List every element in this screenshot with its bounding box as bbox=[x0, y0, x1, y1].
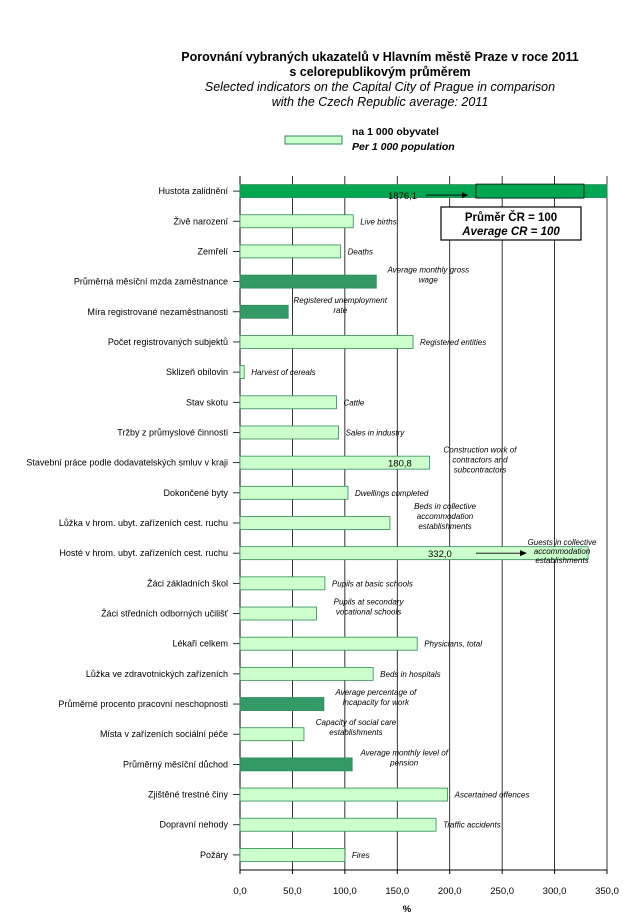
category-label: Počet registrovaných subjektů bbox=[107, 336, 228, 347]
bar bbox=[240, 396, 336, 409]
category-label: Hosté v hrom. ubyt. zařízeních cest. ruchu bbox=[59, 548, 228, 559]
english-label: Registered entities bbox=[420, 337, 487, 347]
x-tick-label: 100,0 bbox=[332, 886, 357, 897]
category-label: Dopravní nehody bbox=[159, 819, 228, 830]
title-cs-line2: s celorepublikovým průměrem bbox=[289, 65, 471, 79]
category-label: Požáry bbox=[199, 849, 228, 860]
category-label: Dokončené byty bbox=[163, 487, 228, 498]
title-en-line1: Selected indicators on the Capital City of Prague in comparison bbox=[204, 80, 556, 94]
english-label: Dwellings completed bbox=[355, 488, 429, 498]
x-tick-label: 250,0 bbox=[490, 886, 515, 897]
english-label: Ascertained offences bbox=[454, 790, 530, 800]
category-label: Sklizeň obilovin bbox=[165, 367, 228, 378]
x-tick-labels bbox=[233, 886, 619, 897]
english-label: Capacity of social care bbox=[315, 718, 397, 728]
english-label: Pupils at basic schools bbox=[331, 579, 413, 589]
english-label: Average percentage of bbox=[335, 688, 417, 698]
x-tick-label: 50,0 bbox=[283, 886, 302, 897]
legend-label-cs: na 1 000 obyvatel bbox=[352, 126, 439, 138]
english-label: Average monthly level of bbox=[360, 748, 448, 758]
english-label: Live births bbox=[360, 217, 397, 227]
english-label: Beds in collective bbox=[414, 502, 476, 511]
bar bbox=[240, 667, 373, 680]
english-label: subcontractors bbox=[453, 465, 507, 475]
english-label: establishments bbox=[329, 728, 383, 738]
english-label: Cattle bbox=[343, 398, 365, 408]
category-label: Průměrná měsíční mzda zaměstnance bbox=[73, 276, 228, 287]
category-label: Průměrné procento pracovní neschopnosti bbox=[58, 699, 228, 710]
category-label: Místa v zařízeních sociální péče bbox=[99, 729, 228, 740]
x-tick-label: 150,0 bbox=[385, 886, 410, 897]
category-label: Míra registrované nezaměstnanosti bbox=[87, 306, 228, 317]
english-label: Physicians, total bbox=[424, 639, 483, 649]
value-label: 332,0 bbox=[428, 549, 452, 561]
category-labels bbox=[26, 186, 228, 860]
bar bbox=[240, 215, 353, 228]
value-label: 180,8 bbox=[388, 458, 412, 470]
bar bbox=[240, 275, 376, 288]
english-label: Average monthly gross bbox=[387, 265, 470, 275]
category-label: Stavební práce podle dodavatelských smluv v kraji bbox=[26, 457, 228, 468]
x-tick-label: 0,0 bbox=[233, 886, 247, 897]
bar bbox=[240, 577, 325, 590]
bar bbox=[240, 517, 390, 530]
category-label: Žáci základních škol bbox=[146, 578, 228, 589]
x-tick-label: 350,0 bbox=[595, 886, 619, 897]
category-label: Průměrný měsíční důchod bbox=[122, 759, 228, 770]
bar bbox=[240, 788, 448, 801]
bar bbox=[240, 426, 339, 439]
category-label: Tržby z průmyslové činnosti bbox=[117, 427, 228, 438]
english-label: accommodation bbox=[416, 512, 474, 521]
english-label: vocational schools bbox=[335, 607, 402, 617]
english-label: Sales in industry bbox=[345, 428, 405, 438]
english-label: Traffic accidents bbox=[443, 820, 501, 830]
average-box-cs: Průměr ČR = 100 bbox=[464, 212, 558, 224]
english-label: Guests in collective bbox=[527, 538, 597, 548]
legend bbox=[285, 126, 455, 153]
average-box-en: Average CR = 100 bbox=[462, 226, 560, 238]
legend-label-en: Per 1 000 population bbox=[352, 141, 455, 153]
x-tick-label: 200,0 bbox=[437, 886, 462, 897]
category-label: Zemřelí bbox=[197, 246, 228, 257]
average-box bbox=[441, 207, 581, 240]
bar bbox=[240, 848, 345, 861]
bar bbox=[240, 245, 341, 258]
english-label: incapacity for work bbox=[342, 698, 410, 708]
x-tick-label: 300,0 bbox=[542, 886, 567, 897]
bar bbox=[240, 607, 317, 620]
english-label: establishments bbox=[535, 556, 589, 566]
category-label: Hustota zalidnění bbox=[158, 186, 228, 197]
bar bbox=[240, 486, 348, 499]
english-label: establishments bbox=[418, 522, 472, 531]
x-axis-label: % bbox=[402, 904, 412, 915]
english-label: Fires bbox=[351, 850, 370, 860]
category-label: Živě narození bbox=[173, 216, 228, 227]
bar bbox=[240, 758, 352, 771]
english-label: rate bbox=[333, 305, 348, 315]
bar bbox=[240, 818, 436, 831]
category-label: Lékaři celkem bbox=[172, 638, 228, 649]
legend-swatch bbox=[285, 136, 342, 144]
english-label: contractors and bbox=[452, 455, 508, 465]
bar bbox=[240, 728, 304, 741]
title-en-line2: with the Czech Republic average: 2011 bbox=[271, 95, 489, 109]
english-label: Harvest of cereals bbox=[251, 368, 316, 378]
english-label: Beds in hospitals bbox=[380, 669, 441, 679]
category-label: Lůžka v hrom. ubyt. zařízeních cest. ruchu bbox=[58, 518, 228, 528]
english-label: pension bbox=[390, 758, 419, 768]
category-label: Lůžka ve zdravotnických zařízeních bbox=[85, 668, 228, 679]
bar bbox=[240, 366, 244, 379]
title-cs-line1: Porovnání vybraných ukazatelů v Hlavním městě Praze v roce 2011 bbox=[181, 50, 579, 64]
english-label: Construction work of bbox=[443, 445, 517, 455]
english-label: Registered unemployment bbox=[293, 295, 387, 305]
english-label: accommodation bbox=[533, 547, 591, 557]
bar bbox=[240, 698, 324, 711]
density-label-frame bbox=[476, 184, 584, 198]
bar bbox=[240, 637, 417, 650]
value-label: 1876,1 bbox=[388, 191, 418, 203]
category-label: Stav skotu bbox=[185, 397, 228, 408]
bar bbox=[240, 335, 413, 348]
category-label: Žáci středních odborných učilišť bbox=[101, 608, 228, 619]
english-label: Pupils at secondary bbox=[333, 597, 404, 607]
english-label: wage bbox=[418, 275, 438, 285]
english-label: Deaths bbox=[347, 247, 374, 257]
bar bbox=[240, 305, 288, 318]
category-label: Zjištěné trestné činy bbox=[147, 789, 228, 800]
